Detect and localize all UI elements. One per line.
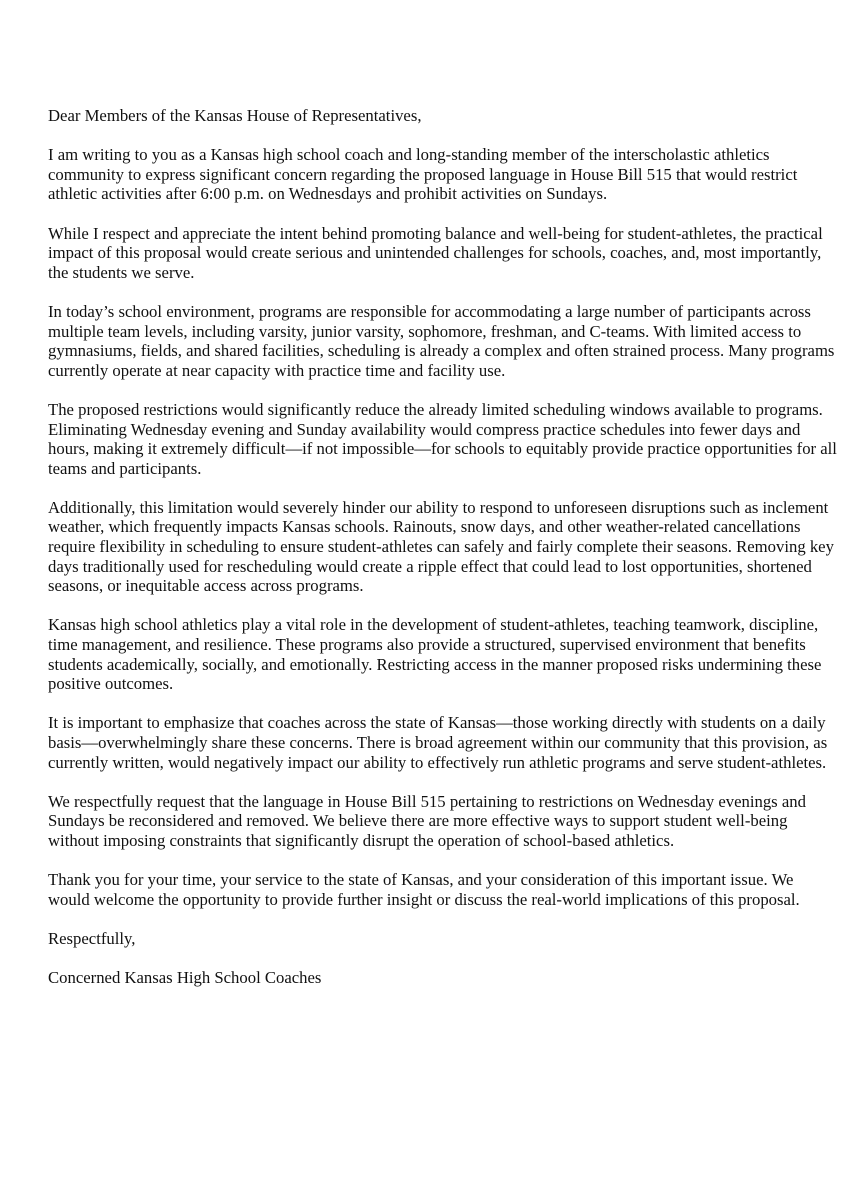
paragraph-request: We respectfully request that the language in House Bill 515 pertaining to restrictions on Wednesday evenings and Sundays be reconsidered and removed. We believe there are more effective ways to support student well-being without imposing constraints that significantly disrupt the operation of school-based athletics. — [48, 791, 806, 850]
paragraph-scheduling-windows: The proposed restrictions would significantly reduce the already limited scheduling windows available to programs. Eliminating Wednesday evening and Sunday availability would compress practice schedules into fewer days and hours, making it extremely difficult—if not impossible—for schools to equitably provide practice opportunities for all teams and participants. — [48, 399, 837, 478]
paragraph-intro: I am writing to you as a Kansas high school coach and long-standing member of the interscholastic athletics community to express significant concern regarding the proposed language in House Bill 515 that would restrict athletic activities after 6:00 p.m. on Wednesdays and prohibit activities on Sundays. — [48, 145, 798, 204]
salutation: Dear Members of the Kansas House of Representatives, — [48, 106, 422, 125]
closing: Respectfully, — [48, 928, 136, 948]
paragraph-athletics-value: Kansas high school athletics play a vital role in the development of student-athletes, teaching teamwork, discipline, time management, and resilience. These programs also provide a structured, supervised environment that benefits students academically, socially, and emotionally. Restricting access in the manner proposed risks undermining these positive outcomes. — [48, 615, 822, 694]
paragraph-school-environment: In today’s school environment, programs are responsible for accommodating a large number of participants across multiple team levels, including varsity, junior varsity, sophomore, freshman, and C-teams. With limited access to gymnasiums, fields, and shared facilities, scheduling is already a complex and often strained process. Many programs currently operate at near capacity with practice time and facility use. — [48, 301, 835, 380]
signature: Concerned Kansas High School Coaches — [48, 968, 322, 988]
paragraph-thank-you: Thank you for your time, your service to the state of Kansas, and your consideration of this important issue. We would welcome the opportunity to provide further insight or discuss the real-world implications of this proposal. — [48, 870, 800, 909]
paragraph-weather-disruptions: Additionally, this limitation would severely hinder our ability to respond to unforeseen disruptions such as inclement weather, which frequently impacts Kansas schools. Rainouts, snow days, and other weather-related cancellations require flexibility in scheduling to ensure student-athletes can safely and fairly complete their seasons. Removing key days traditionally used for rescheduling would create a ripple effect that could lead to lost opportunities, shortened seasons, or inequitable access across programs. — [48, 497, 834, 596]
paragraph-respect-intent: While I respect and appreciate the intent behind promoting balance and well-being for student-athletes, the practical impact of this proposal would create serious and unintended challenges for schools, coaches, and, most importantly, the students we serve. — [48, 223, 823, 282]
paragraph-coaches-concerns: It is important to emphasize that coaches across the state of Kansas—those working directly with students on a daily basis—overwhelmingly share these concerns. There is broad agreement within our community that this provision, as currently written, would negatively impact our ability to effectively run athletic programs and serve student-athletes. — [48, 713, 828, 772]
letter-body — [48, 106, 837, 988]
